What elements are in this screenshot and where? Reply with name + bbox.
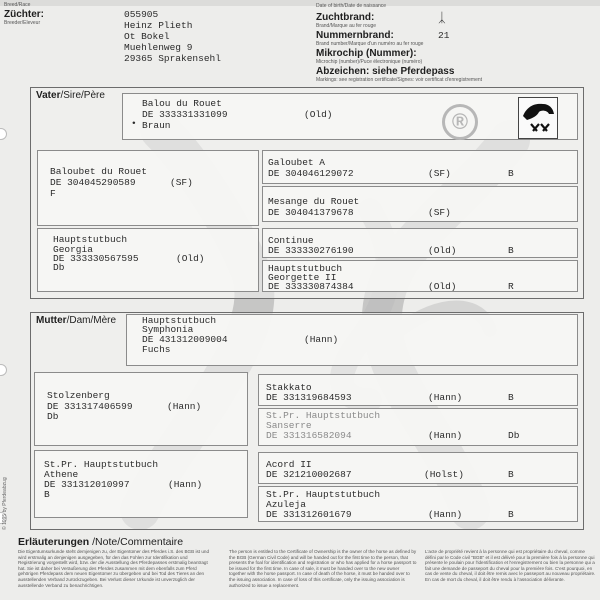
dam-ggd2-name: St.Pr. Hauptstutbuch <box>266 489 381 500</box>
dam-title-rest: /Dam/Mère <box>66 315 117 326</box>
dam-ggs2-breed: (Holst) <box>424 469 464 480</box>
sire-granddam-color: Db <box>53 262 65 273</box>
dam-grandsire-breed: (Hann) <box>167 401 202 412</box>
breeder-label: Züchter: <box>4 9 44 20</box>
sire-grandsire-reg: DE 304045290589 <box>50 177 136 188</box>
dam-granddam-name: St.Pr. Hauptstutbuch <box>44 459 159 470</box>
dob-label: Date of birth/Date de naissance <box>316 3 387 9</box>
dam-ggd1-name2: Sanserre <box>266 420 312 431</box>
sire-granddam-name2: Georgia <box>53 244 93 255</box>
sire-granddam-reg: DE 333330567595 <box>53 253 139 264</box>
sire-ggd2-color: R <box>508 281 514 292</box>
dob-value-faded <box>440 0 530 3</box>
sire-grandsire-color: F <box>50 188 56 199</box>
notes-col-french: L'acte de propriété revient à la personne qui est propriétaire du cheval, comme défini par le Code civil "BGB" et il est délivré pour la première fois à la personne qui présente le poulain pour l'identification et l'enregistrement ou bien la personne qui a fait une demande de passeport du cheval pour la première fois. C'est pourquoi, en cas de vente du cheval, il doit être remis avec le passeport au nouveau propriétaire. En cas de mort du cheval, il doit être rendu à l'association délivrante. <box>425 549 596 582</box>
sire-ggd1-reg: DE 304041379678 <box>268 207 354 218</box>
number-brand-label: Nummernbrand: <box>316 30 394 41</box>
dam-ggd1-reg: DE 331316582094 <box>266 430 352 441</box>
notes-title-bold: Erläuterungen <box>18 536 90 548</box>
dam-ggs1-name: Stakkato <box>266 382 312 393</box>
sire-breed: (Old) <box>304 109 333 120</box>
breeder-label-sub: Breeder/Eleveur <box>4 20 41 26</box>
dam-ggs1-reg: DE 331319684593 <box>266 392 352 403</box>
markings-sub: Markings: see registration certificate/Signes: voir certificat d'enregistrement <box>316 77 483 83</box>
sire-ggs2-color: B <box>508 245 514 256</box>
dam-ggs2-name: Acord II <box>266 459 312 470</box>
horse-logo-icon <box>518 97 558 139</box>
sire-ggd2-reg: DE 333330874384 <box>268 281 354 292</box>
dam-name2: Symphonia <box>142 324 194 335</box>
sire-grandsire-box <box>37 150 259 226</box>
markings-label: Abzeichen: siehe Pferdepass <box>316 66 455 77</box>
sire-ggd2-name: Hauptstutbuch <box>268 263 343 274</box>
sire-grandsire-name: Baloubet du Rouet <box>50 166 147 177</box>
breeder-city: 29365 Sprakensehl <box>124 53 221 64</box>
breeder-id: 055905 <box>124 9 159 20</box>
brand-label-sub: Brand/Marque au fer rouge <box>316 23 377 29</box>
sire-granddam-breed: (Old) <box>176 253 205 264</box>
sire-title-bold: Vater <box>36 90 61 101</box>
registered-mark-icon: ® <box>442 104 478 140</box>
dam-section-title <box>36 315 116 326</box>
breeder-street: Muehlenweg 9 <box>124 42 193 53</box>
sire-reg: DE 333331331099 <box>142 109 228 120</box>
dam-ggs2-color: B <box>508 469 514 480</box>
brand-label: Zuchtbrand: <box>316 12 375 23</box>
dam-ggd2-breed: (Hann) <box>428 509 463 520</box>
sire-title-rest: /Sire/Père <box>60 90 105 101</box>
sire-ggs1-breed: (SF) <box>428 168 451 179</box>
sire-marker: • <box>131 118 137 129</box>
microchip-label: Mikrochip (Nummer): <box>316 48 417 59</box>
dam-ggd1-breed: (Hann) <box>428 430 463 441</box>
sire-name: Balou du Rouet <box>142 98 222 109</box>
dam-ggd2-reg: DE 331312601679 <box>266 509 352 520</box>
dam-ggs1-breed: (Hann) <box>428 392 463 403</box>
sire-granddam-name: Hauptstutbuch <box>53 234 128 245</box>
notes-title <box>18 536 183 548</box>
dam-ggd2-name2: Azuleja <box>266 499 306 510</box>
dam-granddam-reg: DE 331312010997 <box>44 479 130 490</box>
brand-value: ᛣ <box>438 10 446 25</box>
dam-grandsire-reg: DE 331317406599 <box>47 401 133 412</box>
notes-title-rest: /Note/Commentaire <box>89 536 184 548</box>
dam-ggd1-name: St.Pr. Hauptstutbuch <box>266 410 381 421</box>
sire-ggs2-name: Continue <box>268 235 314 246</box>
sire-section-title <box>36 90 105 101</box>
dam-ggs2-reg: DE 321210002687 <box>266 469 352 480</box>
dam-ggd1-color: Db <box>508 430 520 441</box>
dam-color: Fuchs <box>142 344 171 355</box>
sire-ggs2-reg: DE 333330276190 <box>268 245 354 256</box>
breeder-info <box>124 9 221 64</box>
punch-hole <box>0 128 7 140</box>
dam-granddam-name2: Athene <box>44 469 79 480</box>
sire-ggs1-name: Galoubet A <box>268 157 326 168</box>
sire-ggs1-reg: DE 304046129072 <box>268 168 354 179</box>
microchip-sub: Microchip (number)/Puce électronique (numéro) <box>316 59 423 65</box>
horse-head-icon <box>519 98 557 138</box>
side-copyright: © 1995 by Pferdeabzug <box>2 477 8 530</box>
sire-ggd1-breed: (SF) <box>428 207 451 218</box>
notes-col-german: Die Eigentumsurkunde steht demjenigen zu, der Eigentümer des Pferdes i.S. des BGB ist und wird erstmalig an denjenigen ausgegeben, für den das Fohlen zur Identifikation und Registrierung vorgestellt wird, bzw. der die Ausstellung des Pferdepasses erstmalig beantragt hat. Sie ist daher bei Veräußerung des Pferdes zusammen mit dem ebenfalls zum Pferd gehörigen Pferdepass dem neuen Eigentümer zu übergeben und bei Tod des Tieres an den ausstellenden Verband zurückzugeben. Bei Verlust dieser Urkunde ist unverzüglich der ausstellende Verband zu benachrichtigen. <box>18 549 209 588</box>
dam-name: Hauptstutbuch <box>142 315 217 326</box>
breed-label: Breed/Race <box>4 2 31 8</box>
dam-granddam-breed: (Hann) <box>168 479 203 490</box>
sire-ggs2-breed: (Old) <box>428 245 457 256</box>
breeder-name: Heinz Plieth <box>124 20 193 31</box>
dam-breed: (Hann) <box>304 334 339 345</box>
dam-granddam-color: B <box>44 489 50 500</box>
sire-ggs1-color: B <box>508 168 514 179</box>
sire-ggd1-name: Mesange du Rouet <box>268 196 360 207</box>
dam-ggs1-color: B <box>508 392 514 403</box>
sire-ggd2-name2: Georgette II <box>268 272 337 283</box>
number-brand-sub: Brand number/Marque d'un numéro au fer rouge <box>316 41 424 47</box>
sire-ggd2-breed: (Old) <box>428 281 457 292</box>
punch-hole <box>0 364 7 376</box>
dam-grandsire-name: Stolzenberg <box>47 390 110 401</box>
dam-grandsire-color: Db <box>47 411 59 422</box>
breeder-place: Ot Bokel <box>124 31 170 42</box>
notes-col-english: The person is entitled to the Certificate of Ownership is the owner of the horse as defined by the BGB (German Civil Code) and will be handed out for the first time to the person, that presents the foal for identification and registration or who has applied for a horse passport to be issued for the first time. In case of sale, it must be handed over to the new owner together with the horse passport. In case of death of the horse, it must be handed over to the issuing association. In case of loss of this certificate, only the issuing association is authorized to issue a replacement. <box>229 549 417 588</box>
sire-color: Braun <box>142 120 171 131</box>
sire-grandsire-breed: (SF) <box>170 177 193 188</box>
number-brand-value: 21 <box>438 30 450 41</box>
dam-reg: DE 431312009004 <box>142 334 228 345</box>
dam-title-bold: Mutter <box>36 315 67 326</box>
dam-ggd2-color: B <box>508 509 514 520</box>
